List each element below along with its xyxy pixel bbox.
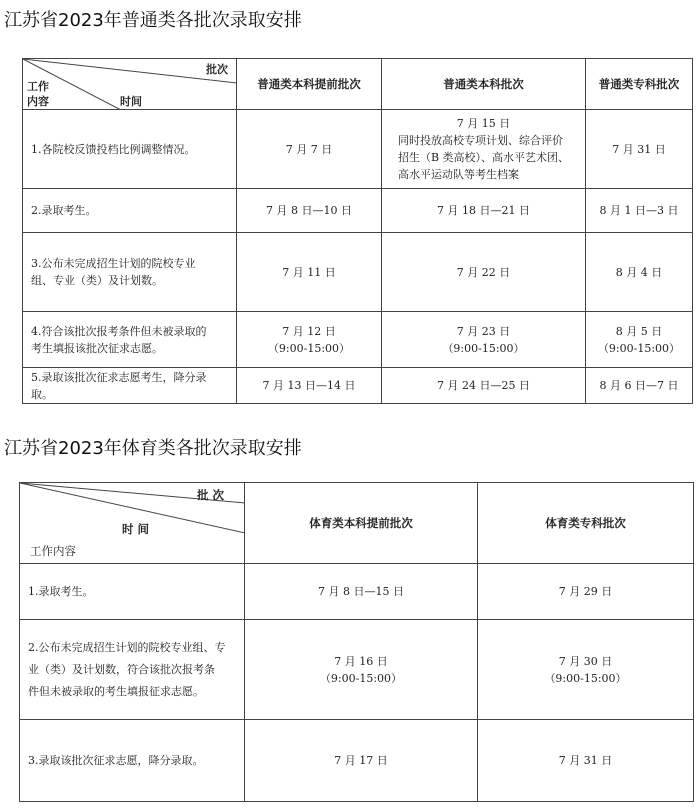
content-line: 2.公布未完成招生计划的院校专业组、专 xyxy=(28,640,226,654)
row-date-time xyxy=(586,312,693,368)
time-text: （9:00-15:00） xyxy=(267,341,351,355)
date-text: 7 月 12 日 xyxy=(282,324,336,338)
diag-label-time: 时间 xyxy=(120,95,142,108)
row-date: 7 月 8 日—10 日 xyxy=(237,189,382,233)
row-content xyxy=(20,620,245,720)
row-date-time xyxy=(245,620,478,720)
note-line: 高水平运动队等考生档案 xyxy=(397,168,519,181)
content-line: 取。 xyxy=(31,387,53,401)
row-date: 8 月 6 日—7 日 xyxy=(586,368,693,404)
row-date-time xyxy=(382,312,586,368)
note-line: 招生（B 类高校）、高水平艺术团、 xyxy=(397,151,570,164)
diag-label-time: 时 间 xyxy=(122,522,150,536)
note-line: 同时投放高校专项计划、综合评价 xyxy=(397,134,563,147)
time-text: （9:00-15:00） xyxy=(319,671,403,685)
diag-label-work: 工作 xyxy=(27,80,49,93)
row-date: 8 月 4 日 xyxy=(586,233,693,312)
content-line: 3.公布未完成招生计划的院校专业 xyxy=(31,257,196,270)
row-date: 7 月 31 日 xyxy=(586,110,693,189)
table-header-row xyxy=(20,483,694,564)
date-text: 8 月 5 日 xyxy=(615,324,663,338)
date-text: 7 月 16 日 xyxy=(334,654,388,668)
row-date-time xyxy=(478,620,694,720)
sports-admission-table xyxy=(19,482,694,802)
time-text: （9:00-15:00） xyxy=(597,341,681,355)
column-header: 体育类专科批次 xyxy=(478,483,694,564)
row-date-time xyxy=(237,312,382,368)
diag-label-content: 内容 xyxy=(27,95,49,108)
row-date: 7 月 11 日 xyxy=(237,233,382,312)
row-content xyxy=(23,233,237,312)
content-line: 考生填报该批次征求志愿。 xyxy=(31,341,163,355)
row-date: 7 月 24 日—25 日 xyxy=(382,368,586,404)
section1-title: 江苏省2023年普通类各批次录取安排 xyxy=(4,10,302,31)
date-text: 7 月 23 日 xyxy=(456,324,511,338)
row-date: 7 月 8 日—15 日 xyxy=(245,564,478,620)
table-row xyxy=(23,189,693,233)
row-date: 7 月 29 日 xyxy=(478,564,694,620)
diag-label-batch: 批 次 xyxy=(196,488,224,502)
content-line: 件但未被录取的考生填报征求志愿。 xyxy=(28,684,204,698)
table-header-row xyxy=(23,59,693,110)
row-content: 1.各院校反馈投档比例调整情况。 xyxy=(23,110,237,189)
row-content xyxy=(23,368,237,404)
content-line: 组、专业（类）及计划数。 xyxy=(31,274,163,287)
row-date: 8 月 1 日—3 日 xyxy=(586,189,693,233)
content-line: 5.录取该批次征求志愿考生，降分录 xyxy=(31,370,207,384)
table-row xyxy=(20,620,694,720)
diagonal-header-cell xyxy=(23,59,237,110)
date-text: 7 月 15 日 xyxy=(456,117,511,130)
content-line: 业（类）及计划数，符合该批次报考条 xyxy=(28,662,215,676)
note-text xyxy=(398,132,569,183)
column-header: 普通类本科提前批次 xyxy=(237,59,382,110)
column-header: 普通类专科批次 xyxy=(586,59,693,110)
row-content xyxy=(23,312,237,368)
table-row xyxy=(23,110,693,189)
diag-label-content: 工作内容 xyxy=(30,544,76,558)
table-row xyxy=(20,720,694,802)
row-date: 7 月 17 日 xyxy=(245,720,478,802)
diag-label-batch: 批次 xyxy=(206,63,228,76)
row-date: 7 月 13 日—14 日 xyxy=(237,368,382,404)
column-header: 普通类本科批次 xyxy=(382,59,586,110)
table-row xyxy=(23,233,693,312)
row-content: 1.录取考生。 xyxy=(20,564,245,620)
column-header: 体育类本科提前批次 xyxy=(245,483,478,564)
diagonal-header-cell xyxy=(20,483,245,564)
time-text: （9:00-15:00） xyxy=(544,671,627,685)
regular-admission-table-body xyxy=(22,58,693,404)
row-date: 7 月 22 日 xyxy=(382,233,586,312)
table-row xyxy=(23,368,693,404)
row-date: 7 月 7 日 xyxy=(237,110,382,189)
time-text: （9:00-15:00） xyxy=(442,341,525,355)
section2-title: 江苏省2023年体育类各批次录取安排 xyxy=(4,438,302,459)
table-row xyxy=(23,312,693,368)
row-content: 2.录取考生。 xyxy=(23,189,237,233)
content-line: 4.符合该批次报考条件但未被录取的 xyxy=(31,324,207,338)
row-content: 3.录取该批次征求志愿，降分录取。 xyxy=(20,720,245,802)
table-row xyxy=(20,564,694,620)
row-date: 7 月 31 日 xyxy=(478,720,694,802)
date-text: 7 月 30 日 xyxy=(558,654,613,668)
row-date-detail xyxy=(382,110,586,189)
row-date: 7 月 18 日—21 日 xyxy=(382,189,586,233)
